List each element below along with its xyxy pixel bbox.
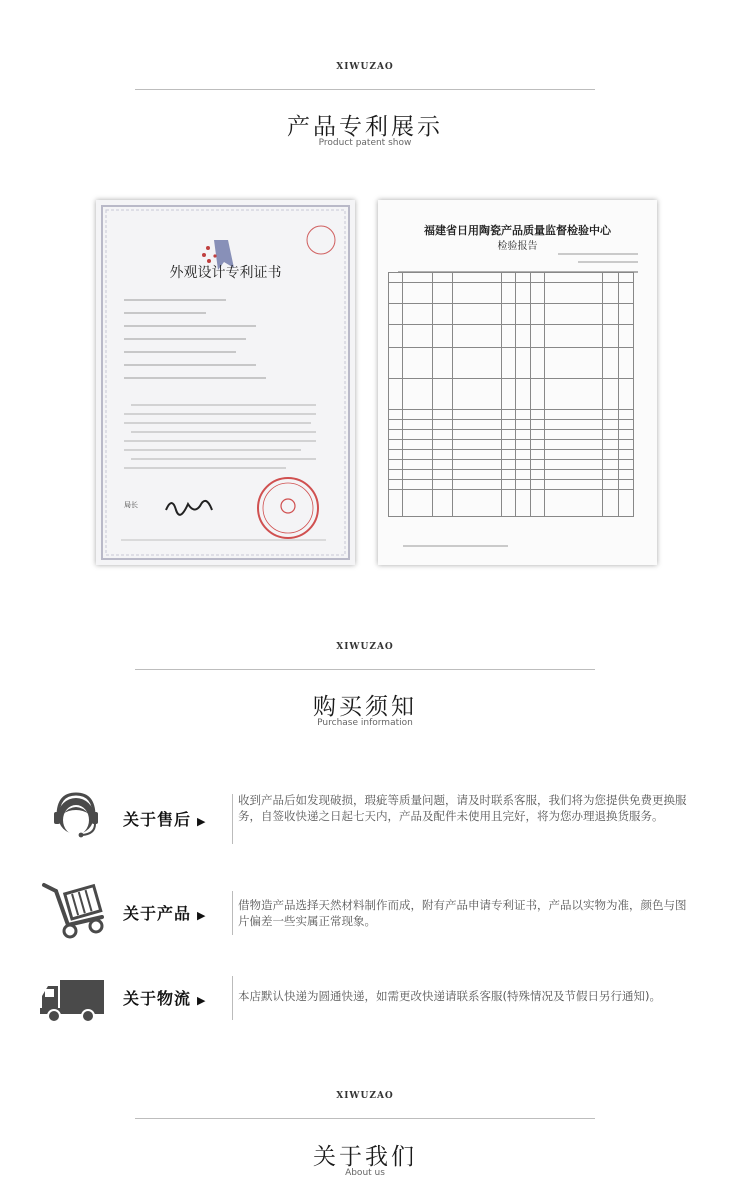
purchase-section-title: 购买须知 — [313, 694, 417, 720]
triangle-right-icon: ▶ — [197, 815, 207, 828]
patent-section-title: 产品专利展示 — [287, 114, 443, 140]
product-text: 借物造产品选择天然材料制作而成，附有产品申请专利证书，产品以实物为准，颜色与图片偏差一些实属正常现象。 — [238, 898, 687, 928]
triangle-right-icon: ▶ — [197, 994, 207, 1007]
after-sales-label: 关于售后 — [123, 810, 192, 829]
patent-section-subtitle: Product patent show — [318, 138, 412, 148]
official-seal — [258, 478, 318, 538]
certificate-heading: 外观设计专利证书 — [169, 265, 282, 281]
divider — [135, 669, 595, 670]
certificate-border — [96, 200, 355, 565]
logistics-label: 关于物流 — [123, 989, 192, 1008]
purchase-item-logistics — [40, 962, 690, 1032]
row-divider — [232, 794, 233, 844]
brand-logo: XIWUZAO — [336, 642, 394, 652]
delivery-truck-icon — [40, 976, 106, 1024]
row-divider — [232, 891, 233, 935]
customer-service-icon — [46, 790, 106, 850]
brand-logo: XIWUZAO — [336, 1091, 394, 1101]
patent-certificate-image[interactable] — [96, 200, 355, 565]
divider — [135, 89, 595, 90]
product-label: 关于产品 — [123, 904, 192, 923]
purchase-section-subtitle: Purchase information — [317, 718, 413, 728]
report-org: 福建省日用陶瓷产品质量监督检验中心 — [424, 224, 611, 237]
after-sales-text: 收到产品后如发现破损，瑕疵等质量问题，请及时联系客服，我们将为您提供免费更换服务，自签收快递之日起七天内，产品及配件未使用且完好，将为您办理退换货服务。 — [238, 793, 687, 823]
about-section-title: 关于我们 — [313, 1144, 417, 1170]
row-divider — [232, 976, 233, 1020]
purchase-item-product — [40, 877, 690, 947]
brand-logo: XIWUZAO — [336, 62, 394, 72]
triangle-right-icon: ▶ — [197, 909, 207, 922]
report-title: 检验报告 — [497, 241, 538, 252]
logistics-text: 本店默认快递为圆通快递，如需更改快递请联系客服(特殊情况及节假日另行通知)。 — [238, 989, 661, 1003]
report-table — [388, 272, 634, 517]
hand-truck-icon — [40, 881, 110, 941]
inspection-report-image[interactable] — [378, 200, 657, 565]
purchase-item-after-sales — [40, 784, 690, 854]
about-section-subtitle: About us — [345, 1168, 385, 1178]
certificate-signer-label: 局长 — [124, 501, 138, 509]
signature-stroke — [166, 501, 212, 515]
divider — [135, 1118, 595, 1119]
